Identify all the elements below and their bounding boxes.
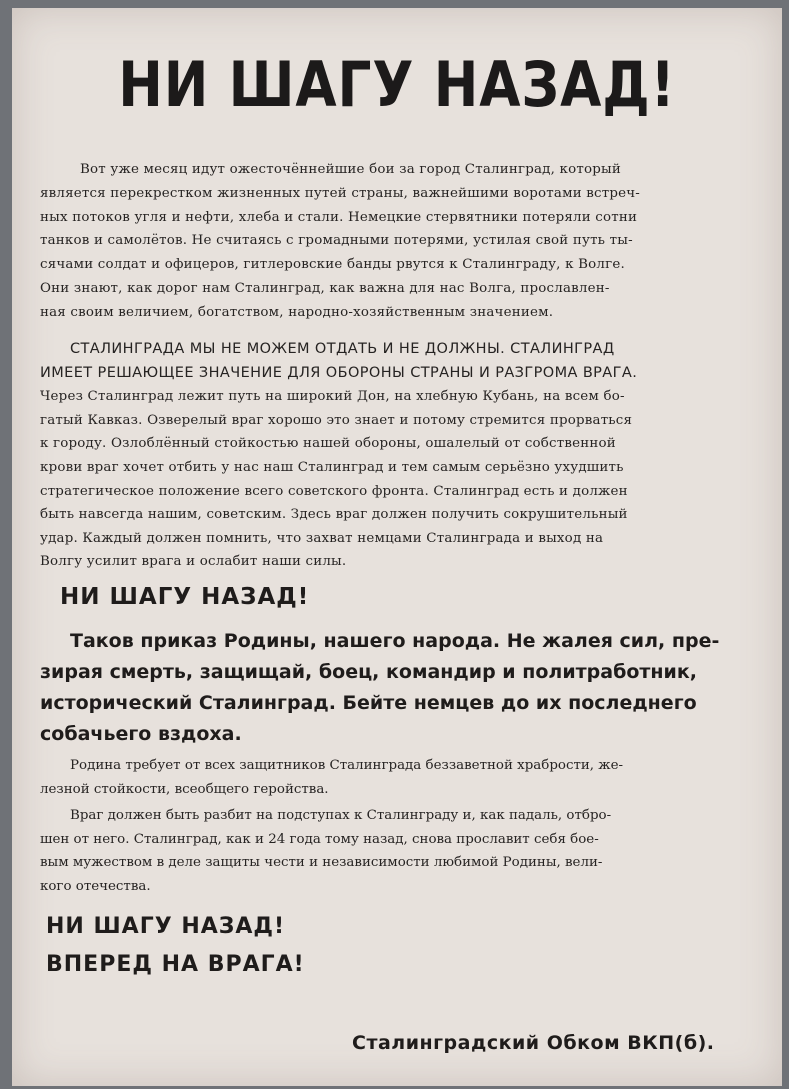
caps-line: СТАЛИНГРАДА МЫ НЕ МОЖЕМ ОТДАТЬ И НЕ ДОЛЖНЫ. СТАЛИНГРАД bbox=[70, 341, 615, 357]
text-line: Вот уже месяц идут ожесточённейшие бои за город Сталинград, который bbox=[80, 162, 621, 177]
caps-line: ИМЕЕТ РЕШАЮЩЕЕ ЗНАЧЕНИЕ ДЛЯ ОБОРОНЫ СТРАНЫ И РАЗГРОМА ВРАГА. bbox=[40, 364, 638, 381]
signature: Сталинградский Обком ВКП(б). bbox=[352, 1032, 715, 1054]
slogan-line: НИ ШАГУ НАЗАД! bbox=[46, 914, 286, 939]
text-line: ных потоков угля и нефти, хлеба и стали. Немецкие стервятники потеряли сотни bbox=[40, 209, 638, 225]
paragraph-motherland bbox=[40, 754, 778, 801]
text-line: Они знают, как дорог нам Сталинград, как важна для нас Волга, прославлен- bbox=[40, 280, 610, 296]
paragraph-stalingrad bbox=[40, 338, 778, 574]
text-line: крови враг хочет отбить у нас наш Сталинград и тем самым серьёзно ухудшить bbox=[40, 459, 624, 475]
text-line: Враг должен быть разбит на подступах к Сталинграду и, как падаль, отбро- bbox=[70, 808, 612, 823]
text-line: ная своим величием, богатством, народно-хозяйственным значением. bbox=[40, 304, 554, 320]
paragraph-order bbox=[40, 626, 778, 750]
text-line: удар. Каждый должен помнить, что захват немцами Сталинграда и выход на bbox=[40, 530, 604, 546]
text-line: стратегическое положение всего советского фронта. Сталинград есть и должен bbox=[40, 483, 628, 499]
text-line: быть навсегда нашим, советским. Здесь враг должен получить сокрушительный bbox=[40, 507, 628, 523]
page-title: НИ ШАГУ НАЗАД! bbox=[118, 48, 676, 121]
text-line: гатый Кавказ. Озверелый враг хорошо это знает и потому стремится прорваться bbox=[40, 412, 633, 428]
text-line: шен от него. Сталинград, как и 24 года тому назад, снова прославит себя бое- bbox=[40, 831, 599, 847]
text-line: является перекрестком жизненных путей страны, важнейшими воротами встреч- bbox=[40, 185, 641, 201]
text-line: Родина требует от всех защитников Сталинграда беззаветной храбрости, же- bbox=[70, 758, 624, 773]
text-line: лезной стойкости, всеобщего геройства. bbox=[40, 781, 329, 797]
text-line: к городу. Озлоблённый стойкостью нашей обороны, ошалелый от собственной bbox=[40, 436, 616, 452]
subheading: НИ ШАГУ НАЗАД! bbox=[60, 584, 310, 610]
text-line: танков и самолётов. Не считаясь с громадными потерями, устилая свой путь ты- bbox=[40, 233, 633, 249]
paragraph-intro bbox=[40, 158, 778, 325]
text-line: вым мужеством в деле защиты чести и независимости любимой Родины, вели- bbox=[40, 855, 603, 871]
paragraph-enemy bbox=[40, 804, 778, 898]
bold-line: Таков приказ Родины, нашего народа. Не жалея сил, пре- bbox=[70, 630, 720, 652]
bold-line: собачьего вздоха. bbox=[40, 723, 242, 745]
bold-line: зирая смерть, защищай, боец, командир и политработник, bbox=[40, 661, 697, 683]
text-line: сячами солдат и офицеров, гитлеровские банды рвутся к Сталинграду, к Волге. bbox=[40, 257, 625, 273]
text-line: Волгу усилит врага и ослабит наши силы. bbox=[40, 554, 347, 570]
text-line: кого отечества. bbox=[40, 878, 151, 894]
slogan-line: ВПЕРЕД НА ВРАГА! bbox=[46, 952, 305, 977]
slogans bbox=[46, 908, 305, 984]
bold-line: исторический Сталинград. Бейте немцев до их последнего bbox=[40, 692, 697, 714]
text-line: Через Сталинград лежит путь на широкий Дон, на хлебную Кубань, на всем бо- bbox=[40, 389, 625, 405]
leaflet-sheet bbox=[12, 8, 782, 1086]
